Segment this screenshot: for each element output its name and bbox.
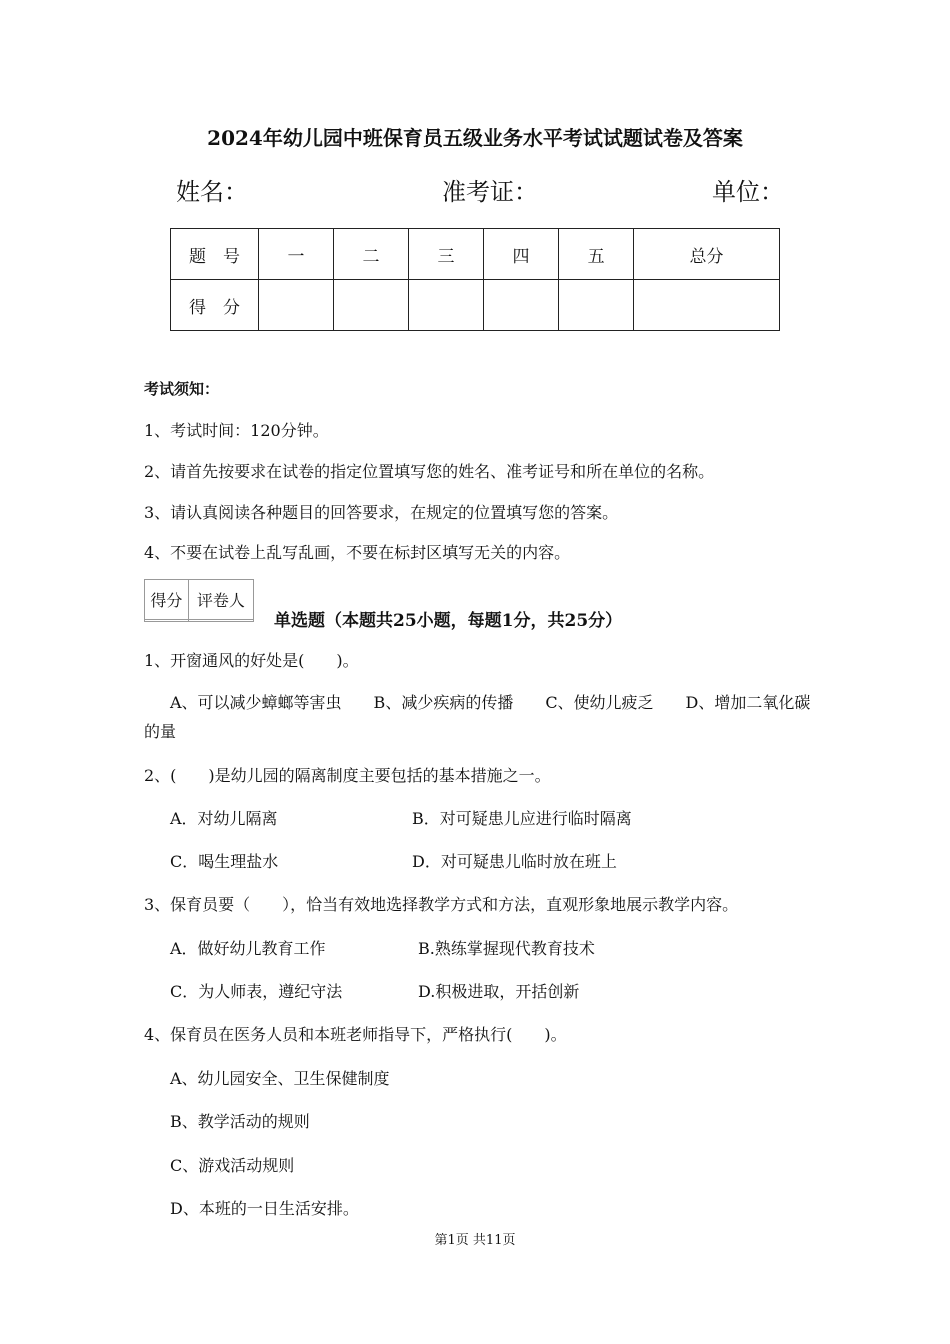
option-a: A、幼儿园安全、卫生保健制度 bbox=[170, 1069, 390, 1088]
score-row-label: 得 分 bbox=[171, 280, 259, 331]
option-c: C．喝生理盐水 bbox=[170, 852, 279, 871]
option-a: A．做好幼儿教育工作 bbox=[170, 939, 326, 958]
score-header-5: 五 bbox=[559, 229, 634, 280]
option-b: B.熟练掌握现代教育技术 bbox=[418, 939, 595, 958]
score-header-2: 二 bbox=[334, 229, 409, 280]
score-header-3: 三 bbox=[409, 229, 484, 280]
unit-field-label: 单位： bbox=[712, 178, 784, 206]
option-d: D、本班的一日生活安排。 bbox=[170, 1199, 359, 1218]
option-d: D.积极进取，开括创新 bbox=[418, 982, 580, 1001]
question-stem: 2、( )是幼儿园的隔离制度主要包括的基本措施之一。 bbox=[144, 766, 551, 785]
score-cell-5[interactable] bbox=[559, 280, 634, 331]
page-title: 2024年幼儿园中班保育员五级业务水平考试试题试卷及答案 bbox=[207, 126, 743, 150]
option-d: D．对可疑患儿临时放在班上 bbox=[412, 852, 617, 871]
question-stem: 1、开窗通风的好处是( )。 bbox=[144, 651, 359, 670]
grader-table bbox=[144, 579, 254, 622]
question-stem: 4、保育员在医务人员和本班老师指导下，严格执行( )。 bbox=[144, 1025, 567, 1044]
option-b: B．对可疑患儿应进行临时隔离 bbox=[412, 809, 632, 828]
page-footer: 第1页 共11页 bbox=[434, 1233, 516, 1248]
score-cell-4[interactable] bbox=[484, 280, 559, 331]
question-options-line: 的量 bbox=[144, 722, 177, 741]
grader-score-cell[interactable] bbox=[145, 620, 189, 622]
score-table-header-row bbox=[171, 229, 780, 280]
option-c: C、游戏活动规则 bbox=[170, 1156, 295, 1175]
option-b: B、教学活动的规则 bbox=[170, 1112, 310, 1131]
grader-reviewer-cell[interactable] bbox=[188, 620, 253, 622]
question-options-line: A、可以减少蟑螂等害虫 B、减少疾病的传播 C、使幼儿疲乏 D、增加二氧化碳 bbox=[170, 693, 811, 712]
score-cell-1[interactable] bbox=[259, 280, 334, 331]
notice-item: 2、请首先按要求在试卷的指定位置填写您的姓名、准考证号和所在单位的名称。 bbox=[144, 462, 715, 481]
grader-reviewer-label: 评卷人 bbox=[188, 580, 253, 620]
notice-item: 3、请认真阅读各种题目的回答要求，在规定的位置填写您的答案。 bbox=[144, 503, 619, 522]
notice-item: 4、不要在试卷上乱写乱画，不要在标封区填写无关的内容。 bbox=[144, 543, 571, 562]
score-table bbox=[170, 228, 780, 331]
score-cell-2[interactable] bbox=[334, 280, 409, 331]
name-field-label: 姓名： bbox=[176, 178, 248, 206]
exam-id-field-label: 准考证： bbox=[442, 178, 538, 206]
score-cell-total[interactable] bbox=[634, 280, 780, 331]
notice-item: 1、考试时间：120分钟。 bbox=[144, 421, 329, 440]
score-cell-3[interactable] bbox=[409, 280, 484, 331]
option-a: A．对幼儿隔离 bbox=[170, 809, 278, 828]
option-c: C．为人师表，遵纪守法 bbox=[170, 982, 343, 1001]
score-header-label: 题 号 bbox=[171, 229, 259, 280]
grader-score-label: 得分 bbox=[145, 580, 189, 620]
question-stem: 3、保育员要（ ），恰当有效地选择教学方式和方法，直观形象地展示教学内容。 bbox=[144, 895, 739, 914]
score-table-score-row bbox=[171, 280, 780, 331]
score-header-total: 总分 bbox=[634, 229, 780, 280]
section-title: 单选题（本题共25小题，每题1分，共25分） bbox=[274, 611, 623, 631]
score-header-1: 一 bbox=[259, 229, 334, 280]
notice-heading: 考试须知： bbox=[144, 380, 220, 398]
score-header-4: 四 bbox=[484, 229, 559, 280]
